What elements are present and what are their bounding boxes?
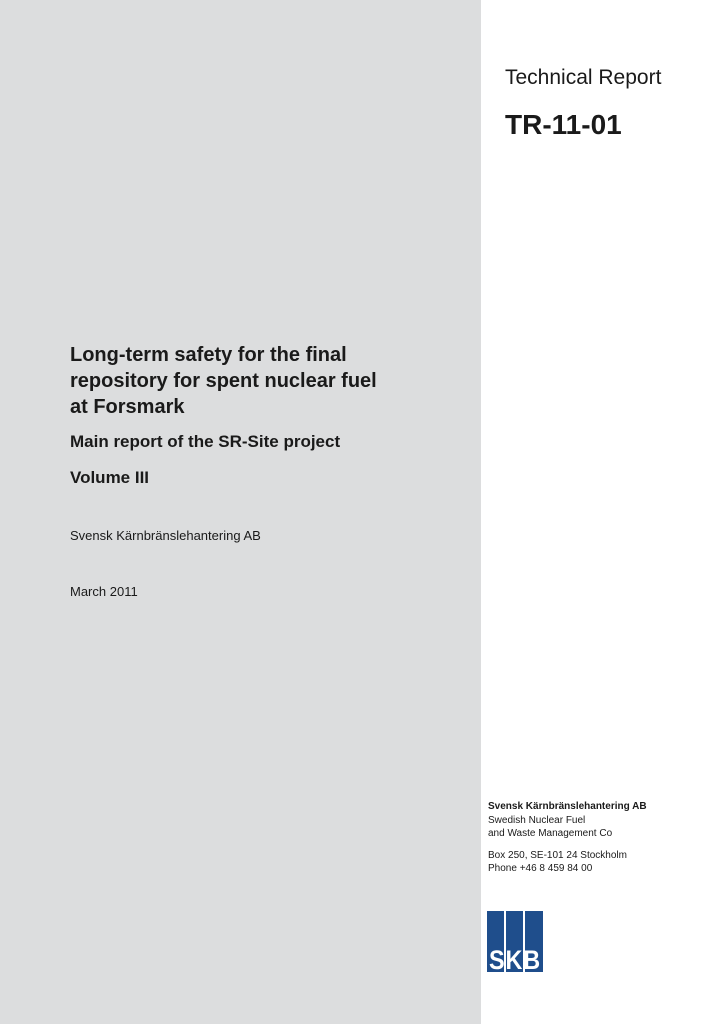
report-subtitle: Main report of the SR-Site project: [70, 432, 341, 451]
publisher-name: Svensk Kärnbränslehantering AB: [488, 801, 647, 812]
report-volume: Volume III: [70, 468, 150, 487]
publisher-address: Box 250, SE-101 24 Stockholm: [488, 849, 627, 861]
report-date: March 2011: [70, 584, 138, 599]
report-title-line: repository for spent nuclear fuel: [70, 370, 377, 392]
report-title: [70, 342, 470, 420]
report-series: Technical Report: [505, 66, 662, 89]
report-title-line: Long-term safety for the final: [70, 344, 347, 366]
publisher-phone: Phone +46 8 459 84 00: [488, 863, 593, 874]
skb-logo-text: SKB: [489, 945, 541, 975]
publisher-english-name: Swedish Nuclear Fuel: [488, 814, 586, 826]
report-author: Svensk Kärnbränslehantering AB: [70, 528, 261, 543]
publisher-block: [488, 800, 718, 876]
report-title-line: at Forsmark: [70, 396, 185, 418]
publisher-english-name: and Waste Management Co: [488, 828, 613, 839]
skb-logo: [487, 911, 543, 975]
report-number: TR-11-01: [505, 109, 622, 140]
